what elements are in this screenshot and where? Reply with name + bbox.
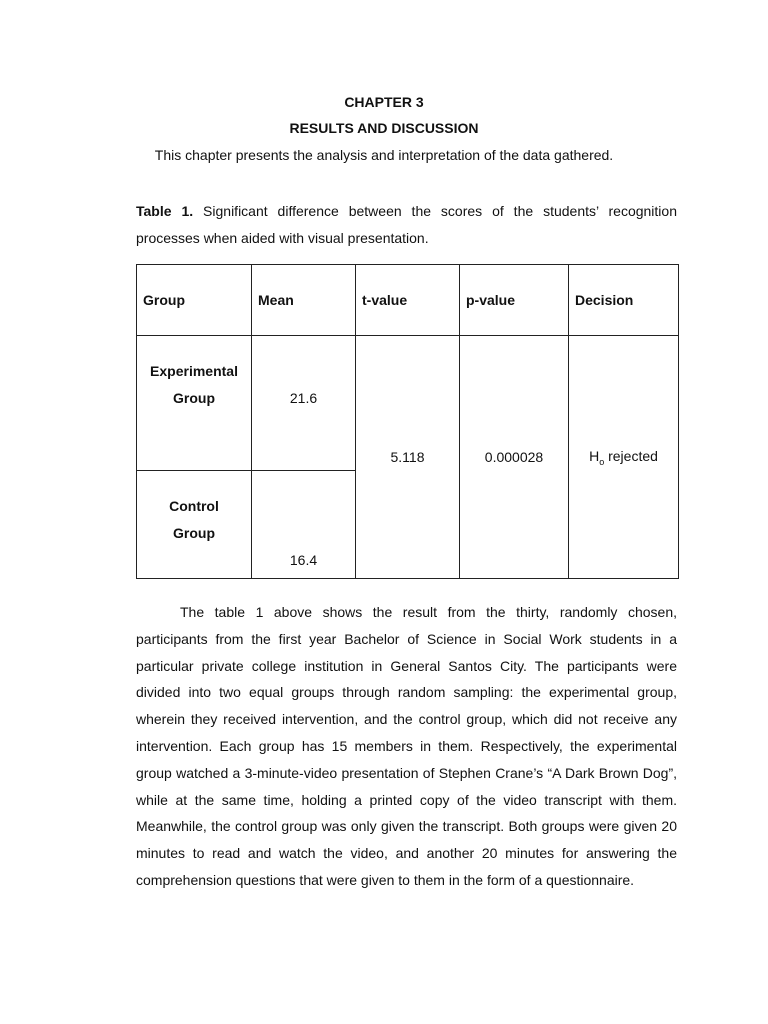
decision-symbol: H (589, 447, 600, 464)
p-value-cell (460, 336, 569, 579)
decision-cell (569, 336, 679, 579)
chapter-title: RESULTS AND DISCUSSION (289, 120, 479, 136)
group-label-experimental-line2: Group (173, 390, 215, 406)
mean-cell-control (252, 471, 356, 579)
decision-subscript: o (599, 456, 605, 467)
results-table (136, 264, 679, 579)
table-row (137, 336, 679, 471)
discussion-paragraph: The table 1 above shows the result from the thirty, randomly chosen, participants from the first year Bachelor of Science in Social Work students in a particular private college institution in General Santos City. The participants were divided into two equal groups through random sampling: the experimental group, wherein they received intervention, and the control group, which did not receive any intervention. Each group has 15 members in them. Respectively, the experimental group watched a 3-minute-video presentation of Stephen Crane’s “A Dark Brown Dog”, while at the same time, holding a printed copy of the video transcript with them. Meanwhile, the control group was only given the transcript. Both groups were given 20 minutes to read and watch the video, and another 20 minutes for answering the comprehension questions that were given to them in the form of a questionnaire. (136, 604, 677, 888)
mean-cell-experimental (252, 336, 356, 471)
table-caption-label: Table 1. (136, 203, 194, 219)
table-header-row (137, 265, 679, 336)
header-group: Group (137, 265, 252, 336)
header-t-value: t-value (356, 265, 460, 336)
chapter-number: CHAPTER 3 (344, 94, 424, 110)
decision-text: rejected (604, 447, 658, 464)
mean-value-control: 16.4 (289, 552, 318, 568)
t-value: 5.118 (390, 449, 425, 465)
decision-value (589, 447, 658, 467)
header-decision: Decision (569, 265, 679, 336)
p-value: 0.000028 (484, 449, 544, 465)
mean-value-experimental: 21.6 (289, 390, 318, 406)
group-label-experimental-line1: Experimental (150, 363, 238, 379)
header-mean: Mean (252, 265, 356, 336)
group-label-control-line2: Group (173, 525, 215, 541)
header-p-value: p-value (460, 265, 569, 336)
t-value-cell (356, 336, 460, 579)
group-label-control-line1: Control (169, 498, 219, 514)
table-caption (136, 198, 677, 252)
group-cell-control (137, 471, 252, 579)
group-cell-experimental (137, 336, 252, 471)
chapter-intro: This chapter presents the analysis and interpretation of the data gathered. (154, 147, 614, 163)
table-caption-text: Significant difference between the scores of the students’ recognition processes when aided with visual presentation. (136, 203, 677, 246)
